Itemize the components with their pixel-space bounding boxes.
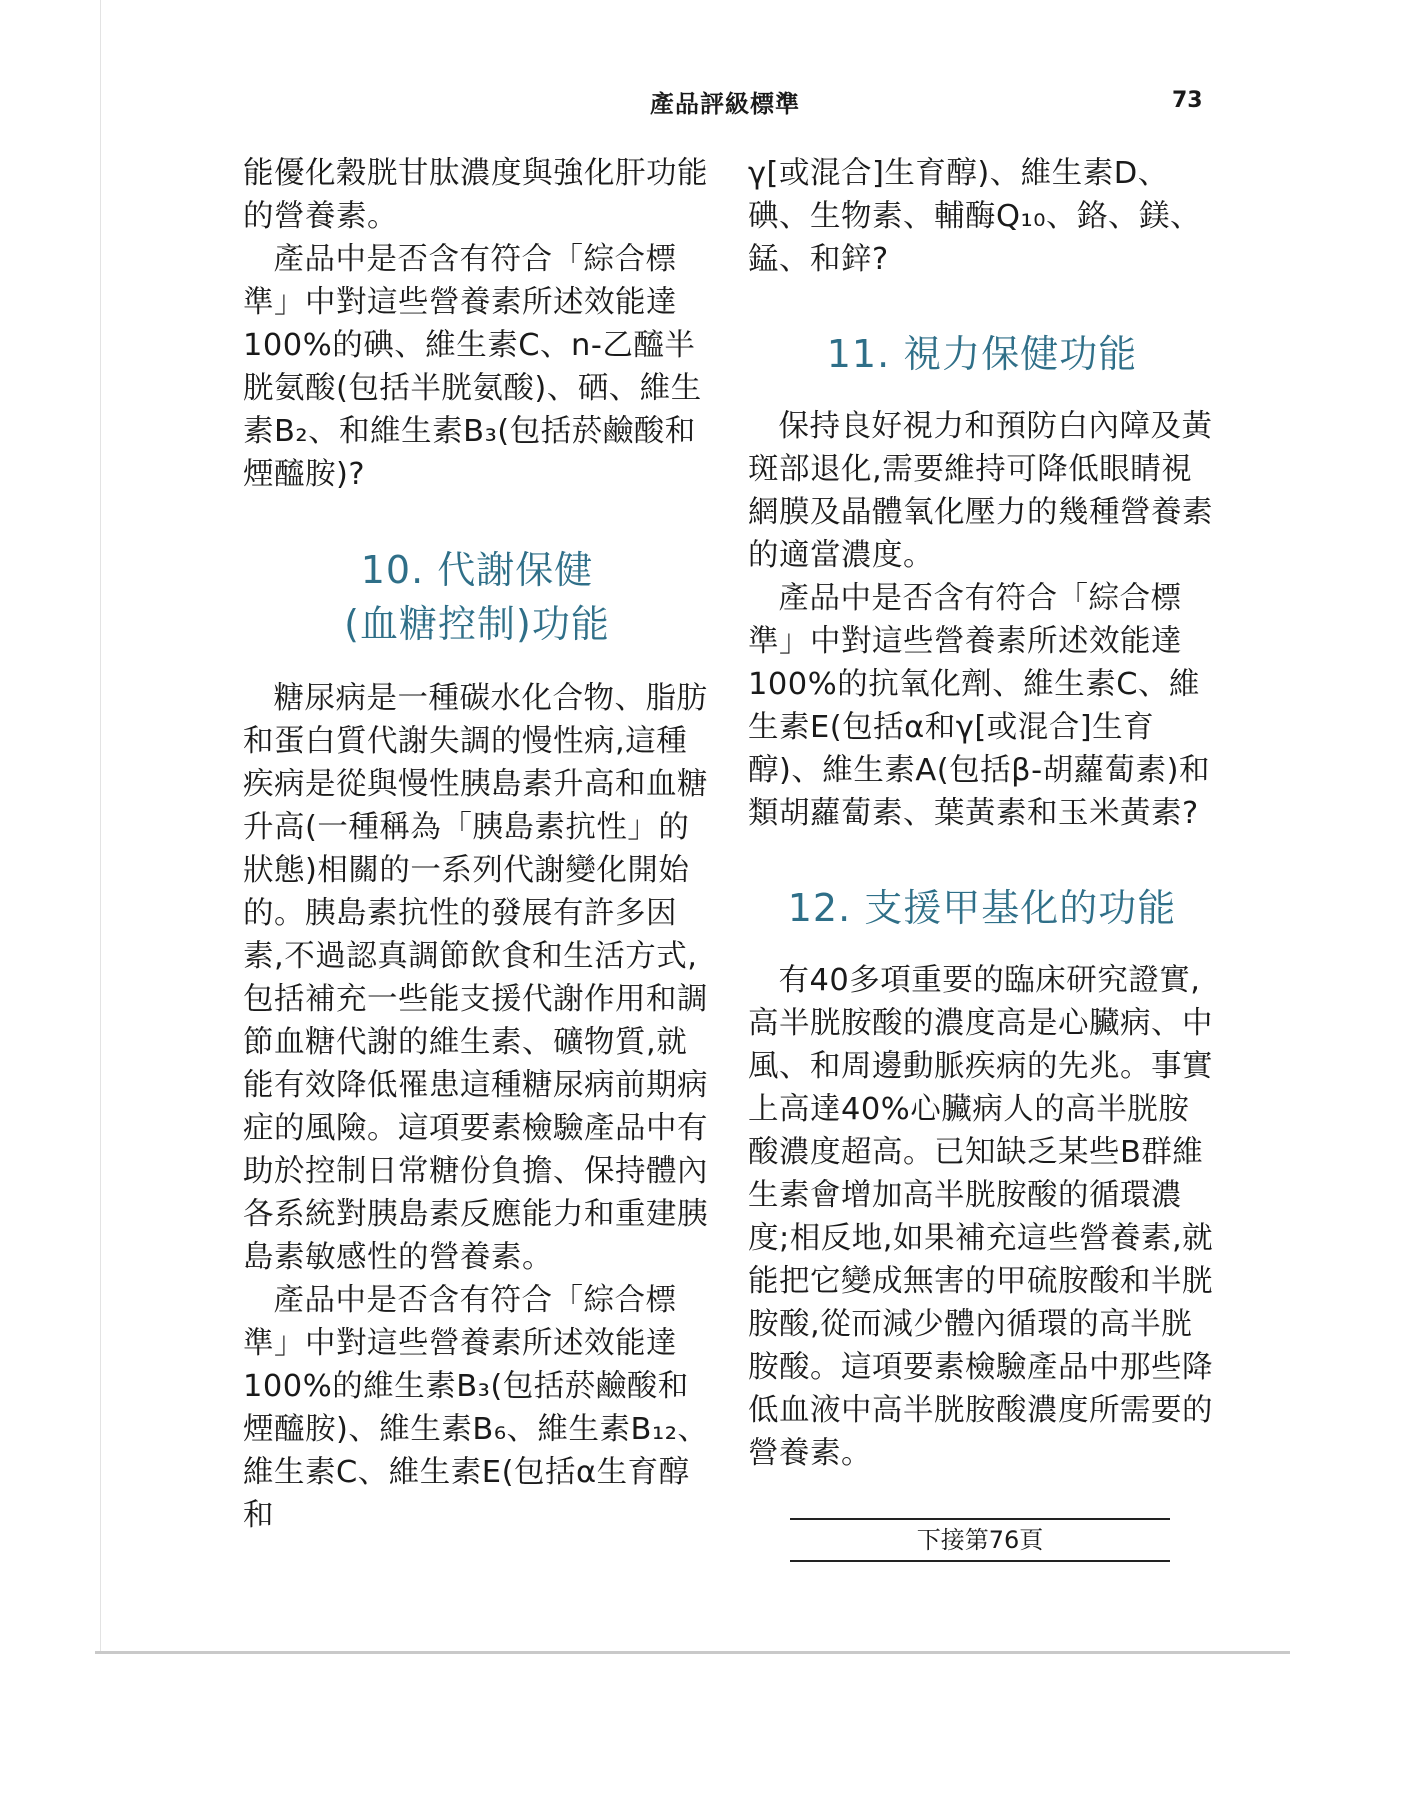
running-header-title: 產品評級標準 [650, 90, 800, 118]
paragraph: 能優化穀胱甘肽濃度與強化肝功能的營養素。 [243, 156, 708, 234]
left-column [243, 152, 711, 1537]
section-heading-line: (血糖控制)功能 [344, 602, 610, 646]
page-edge-shadow [95, 1651, 1290, 1654]
paragraph: 有40多項重要的臨床研究證實,高半胱胺酸的濃度高是心臟病、中風、和周邊動脈疾病的先兆。事實上高達40%心臟病人的高半胱胺酸濃度超高。已知缺乏某些B群維生素會增加高半胱胺酸的循環濃度;相反地,如果補充這些營養素,就能把它變成無害的甲硫胺酸和半胱胺酸,從而減少體內循環的高半胱胺酸。這項要素檢驗產品中那些降低血液中高半胱胺酸濃度所需要的營養素。 [748, 963, 1214, 1471]
section-heading-11: 11. 視力保健功能 [826, 332, 1138, 376]
paragraph: 糖尿病是一種碳水化合物、脂肪和蛋白質代謝失調的慢性病,這種疾病是從與慢性胰島素升高和血糖升高(一種稱為「胰島素抗性」的狀態)相關的一系列代謝變化開始的。胰島素抗性的發展有許多因素,不過認真調節飲食和生活方式,包括補充一些能支援代謝作用和調節血糖代謝的維生素、礦物質,就能有效降低罹患這種糖尿病前期病症的風險。這項要素檢驗產品中有助於控制日常糖份負擔、保持體內各系統對胰島素反應能力和重建胰島素敏感性的營養素。 [243, 681, 708, 1275]
paragraph: 保持良好視力和預防白內障及黃斑部退化,需要維持可降低眼睛視網膜及晶體氧化壓力的幾種營養素的適當濃度。 [748, 409, 1213, 573]
paragraph: 產品中是否含有符合「綜合標準」中對這些營養素所述效能達100%的維生素B₃(包括菸鹼酸和煙醯胺)、維生素B₆、維生素B₁₂、維生素C、維生素E(包括α生育醇和 [243, 1283, 709, 1533]
paragraph: 產品中是否含有符合「綜合標準」中對這些營養素所述效能達100%的碘、維生素C、n-乙醯半胱氨酸(包括半胱氨酸)、硒、維生素B₂、和維生素B₃(包括菸鹼酸和煙醯胺)? [243, 242, 702, 492]
section-heading-10 [243, 543, 711, 651]
section-heading-line: 10. 代謝保健 [360, 548, 594, 592]
section-heading-12: 12. 支援甲基化的功能 [787, 886, 1177, 930]
paragraph: γ[或混合]生育醇)、維生素D、碘、生物素、輔酶Q₁₀、鉻、鎂、錳、和鋅? [748, 156, 1201, 277]
right-column [748, 152, 1216, 1475]
continued-on-page-note: 下接第76頁 [790, 1518, 1170, 1562]
paragraph: 產品中是否含有符合「綜合標準」中對這些營養素所述效能達100%的抗氧化劑、維生素C、維生素E(包括α和γ[或混合]生育醇)、維生素A(包括β-胡蘿蔔素)和類胡蘿蔔素、葉黃素和玉米黃素? [748, 581, 1211, 831]
page-number: 73 [1172, 88, 1203, 113]
